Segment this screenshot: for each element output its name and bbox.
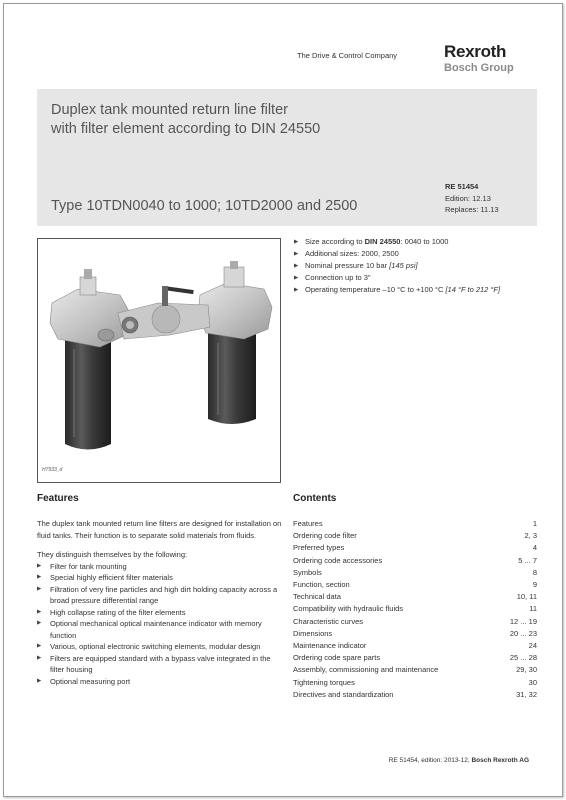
document-title: Duplex tank mounted return line filter with filter element according to DIN 24550	[51, 102, 321, 137]
contents-entry-page: 2, 3	[524, 531, 537, 541]
product-image	[37, 238, 281, 483]
features-intro: The duplex tank mounted return line filters are designed for installation on fluid tanks. Their function is to separate solid materials from fluids.	[37, 519, 282, 540]
contents-entry[interactable]	[293, 640, 537, 652]
contents-entry-label: Ordering code filter	[293, 531, 357, 541]
spec-bullets	[294, 236, 500, 296]
page	[3, 3, 563, 797]
contents-entry-label: Compatibility with hydraulic fluids	[293, 604, 404, 614]
contents-entry-label: Features	[293, 519, 323, 528]
company-tagline: The Drive & Control Company	[297, 51, 398, 60]
contents-entry-page: 25 ... 28	[509, 653, 537, 663]
feature-item: ▶ High collapse rating of the filter elements	[37, 607, 282, 619]
contents-entry-label: Technical data	[293, 592, 341, 602]
contents-entry-page: 24	[528, 641, 537, 651]
contents-entry[interactable]	[293, 579, 537, 591]
contents-entry-label: Directives and standardization	[293, 689, 394, 699]
feature-item: ▶ Special highly efficient filter materials	[37, 572, 282, 584]
image-code: H7933_d	[42, 467, 63, 473]
replaces: Replaces: 11.13	[445, 205, 499, 214]
spec-bullet-connection: ▶ Connection up to 3"	[294, 272, 500, 284]
contents-entry-page: 12 ... 19	[509, 616, 537, 626]
type-line: Type 10TDN0040 to 1000; 10TD2000 and 2500	[51, 198, 358, 214]
contents-entry[interactable]	[293, 677, 537, 689]
contents-entry[interactable]	[293, 591, 537, 603]
contents-entry[interactable]	[293, 530, 537, 542]
contents-entry-page: 30	[528, 677, 537, 687]
contents-entry-page: 10, 11	[516, 592, 537, 602]
contents-entry[interactable]	[293, 603, 537, 615]
contents-entry[interactable]	[293, 555, 537, 567]
contents-entry-page: 20 ... 23	[509, 628, 537, 638]
spec-bullet-temperature: ▶ Operating temperature –10 °C to +100 °C [14 °F to 212 °F]	[294, 284, 500, 296]
contents-entry-label: Ordering code spare parts	[293, 653, 381, 663]
spec-bullet-pressure: ▶ Nominal pressure 10 bar [145 psi]	[294, 260, 500, 272]
contents-entry-label: Tightening torques	[293, 677, 355, 687]
contents-entry-label: Assembly, commissioning and maintenance	[293, 665, 439, 675]
footer: RE 51454, edition: 2013-12, Bosch Rexroth AG	[388, 757, 529, 764]
brand-subtitle: Bosch Group	[444, 62, 514, 74]
feature-item: ▶ Optional mechanical optical maintenance indicator with memory function	[37, 618, 282, 641]
contents-entry-label: Preferred types	[293, 543, 345, 553]
spec-bullet-additional-sizes: ▶ Additional sizes: 2000, 2500	[294, 248, 500, 260]
contents-entry-page: 31, 32	[516, 689, 537, 699]
contents-entry-page: 9	[532, 580, 537, 590]
features-section	[37, 518, 282, 687]
contents-entry-label: Function, section	[293, 580, 350, 590]
contents-entry-page: 29, 30	[516, 665, 537, 675]
contents-entry-label: Characteristic curves	[293, 616, 364, 626]
contents-entry-page: 8	[532, 567, 537, 577]
contents-entry-label: Maintenance indicator	[293, 641, 367, 651]
spec-bullet-size: ▶ Size according to DIN 24550: 0040 to 1000	[294, 236, 500, 248]
contents-entry[interactable]	[293, 616, 537, 628]
contents-entry-label: Symbols	[293, 567, 322, 577]
contents-entry[interactable]	[293, 652, 537, 664]
contents-entry[interactable]	[293, 567, 537, 579]
contents-entry-page: 5 ... 7	[518, 555, 537, 565]
contents-list	[293, 518, 537, 701]
edition: Edition: 12.13	[445, 194, 491, 203]
contents-entry[interactable]	[293, 542, 537, 554]
feature-item: ▶ Filter for tank mounting	[37, 561, 282, 573]
contents-heading: Contents	[293, 493, 337, 504]
re-number: RE 51454	[445, 182, 479, 191]
feature-item: ▶ Optional measuring port	[37, 676, 282, 688]
contents-entry-page: 11	[529, 604, 537, 614]
duplex-filter-product-photo	[38, 239, 280, 482]
contents-entry[interactable]	[293, 689, 537, 701]
features-heading: Features	[37, 493, 79, 504]
contents-entry[interactable]	[293, 518, 537, 530]
contents-entry-label: Dimensions	[293, 628, 333, 638]
features-list	[37, 561, 282, 688]
contents-entry-label: Ordering code accessories	[293, 555, 383, 565]
contents-entry-page: 4	[532, 543, 537, 553]
contents-entry[interactable]	[293, 628, 537, 640]
feature-item: ▶ Filters are equipped standard with a bypass valve integrated in the filter housing	[37, 653, 282, 676]
feature-item: ▶ Various, optional electronic switching elements, modular design	[37, 641, 282, 653]
contents-entry-page: 1	[532, 519, 537, 528]
brand-logo: Rexroth	[444, 42, 507, 61]
features-lead: They distinguish themselves by the following:	[37, 550, 188, 559]
feature-item: ▶ Filtration of very fine particles and high dirt holding capacity across a broad pressure differential range	[37, 584, 282, 607]
contents-entry[interactable]	[293, 664, 537, 676]
